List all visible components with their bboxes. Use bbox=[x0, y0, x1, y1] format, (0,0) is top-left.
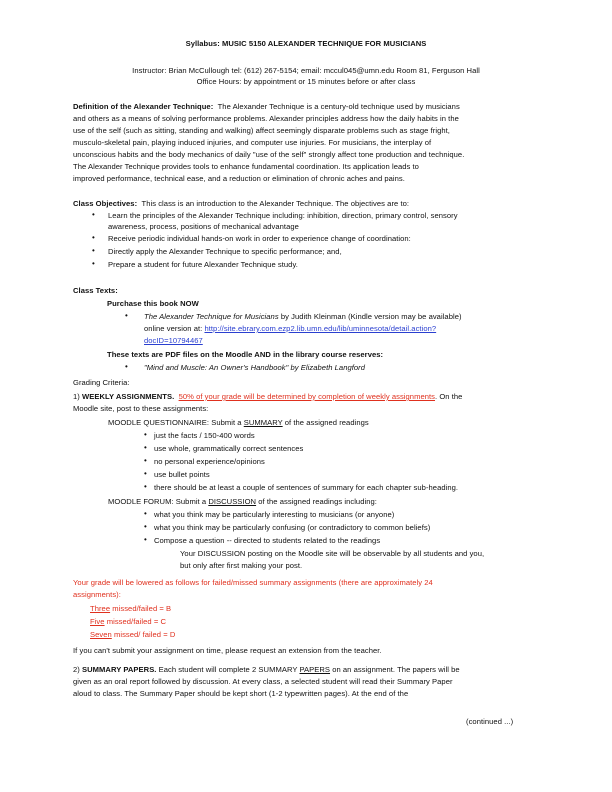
penalty-item: Five missed/failed = C bbox=[90, 617, 167, 626]
summary-item: no personal experience/opinions bbox=[154, 457, 265, 466]
definition-line-6: The Alexander Technique provides tools to enhance fundamental coordination. Its application leads to bbox=[73, 162, 419, 171]
online-version-link-cont[interactable]: docID=10794467 bbox=[144, 336, 203, 345]
pdf-line: These texts are PDF files on the Moodle AND in the library course reserves: bbox=[107, 350, 384, 359]
grading-heading: Grading Criteria: bbox=[73, 378, 130, 387]
forum-line: MOODLE FORUM: Submit a DISCUSSION of the assigned readings including: bbox=[108, 497, 377, 506]
penalty-item: Seven missed/ failed = D bbox=[90, 630, 176, 639]
objective-item-cont: awareness, process, positions of mechanical advantage bbox=[108, 222, 299, 231]
objectives-heading: Class Objectives: bbox=[73, 199, 138, 208]
weekly-line-1: 1) WEEKLY ASSIGNMENTS. 50% of your grade will be determined by completion of weekly assignments. On the bbox=[73, 392, 463, 401]
weekly-line-2: Moodle site, post to these assignments: bbox=[73, 404, 209, 413]
bullet-icon: • bbox=[92, 210, 95, 219]
lowered-line-1: Your grade will be lowered as follows for failed/missed summary assignments (there are approximately 24 bbox=[73, 578, 433, 587]
texts-heading: Class Texts: bbox=[73, 286, 118, 295]
online-line: online version at: http://site.ebrary.com.ezp2.lib.umn.edu/lib/uminnesota/detail.action? bbox=[144, 324, 437, 333]
bullet-icon: • bbox=[92, 246, 95, 255]
forum-item: what you think may be particularly interesting to musicians (or anyone) bbox=[154, 510, 395, 519]
forum-note-2: but only after first making your post. bbox=[180, 561, 303, 570]
definition-line-2: and others as a means of solving performance problems. Alexander principles address how the daily habits in the bbox=[73, 114, 459, 123]
summary-item: there should be at least a couple of sentences of summary for each chapter sub-heading. bbox=[154, 483, 459, 492]
summary-item: just the facts / 150-400 words bbox=[154, 431, 255, 440]
definition-line-4: musculo-skeletal pain, playing induced injuries, and computer use injuries. For musicians, the interplay of bbox=[73, 138, 432, 147]
continued-note: (continued ...) bbox=[466, 717, 514, 726]
bullet-icon: • bbox=[92, 233, 95, 242]
lowered-line-2: assignments): bbox=[73, 590, 121, 599]
bullet-icon: • bbox=[92, 259, 95, 268]
forum-note-1: Your DISCUSSION posting on the Moodle site will be observable by all students and you, bbox=[180, 549, 485, 558]
objective-item: Learn the principles of the Alexander Technique including: inhibition, direction, primary control, sensory bbox=[108, 211, 458, 220]
objective-item: Prepare a student for future Alexander Technique study. bbox=[108, 260, 298, 269]
penalty-item: Three missed/failed = B bbox=[90, 604, 172, 613]
questionnaire-line: MOODLE QUESTIONNAIRE: Submit a SUMMARY of the assigned readings bbox=[108, 418, 369, 427]
definition-line-5: unconscious habits and the body mechanics of daily "use of the self" strongly affect tone production and technique. bbox=[73, 150, 465, 159]
definition-line-3: use of the self (such as sitting, standing and walking) affect seemingly disparate problems such as stage fright, bbox=[73, 126, 450, 135]
pdf-book: "Mind and Muscle: An Owner's Handbook" by Elizabeth Langford bbox=[144, 363, 366, 372]
bullet-icon: • bbox=[144, 522, 147, 531]
summary-item: use whole, grammatically correct sentences bbox=[154, 444, 304, 453]
bullet-icon: • bbox=[144, 430, 147, 439]
instructor-line: Instructor: Brian McCullough tel: (612) 267-5154; email: mccul045@umn.edu Room 81, Ferguson Hall bbox=[132, 66, 480, 75]
objectives-intro: Class Objectives: This class is an introduction to the Alexander Technique. The objectives are to: bbox=[73, 199, 410, 208]
papers-line-3: aloud to class. The Summary Paper should be kept short (1-2 typewritten pages). At the end of the bbox=[73, 689, 409, 698]
objective-item: Directly apply the Alexander Technique to specific performance; and, bbox=[108, 247, 342, 256]
bullet-icon: • bbox=[144, 443, 147, 452]
definition-heading: Definition of the Alexander Technique: bbox=[73, 102, 214, 111]
online-line-2 bbox=[144, 336, 203, 345]
bullet-icon: • bbox=[125, 311, 128, 320]
forum-item: Compose a question -- directed to students related to the readings bbox=[154, 536, 381, 545]
summary-item: use bullet points bbox=[154, 470, 210, 479]
book-line: The Alexander Technique for Musicians by Judith Kleinman (Kindle version may be available) bbox=[144, 312, 462, 321]
bullet-icon: • bbox=[144, 456, 147, 465]
definition-line-1: Definition of the Alexander Technique: The Alexander Technique is a century-old technique used by musicians bbox=[73, 102, 460, 111]
forum-item: what you think may be particularly confusing (or contradictory to common beliefs) bbox=[154, 523, 431, 532]
book-title: The Alexander Technique for Musicians bbox=[144, 312, 279, 321]
page-title: Syllabus: MUSIC 5150 ALEXANDER TECHNIQUE FOR MUSICIANS bbox=[185, 39, 427, 48]
objective-item: Receive periodic individual hands-on work in order to experience change of coordination: bbox=[108, 234, 411, 243]
purchase-line: Purchase this book NOW bbox=[107, 299, 199, 308]
bullet-icon: • bbox=[144, 509, 147, 518]
papers-line-1: 2) SUMMARY PAPERS. Each student will complete 2 SUMMARY PAPERS on an assignment. The papers will be bbox=[73, 665, 460, 674]
definition-line-7: improved performance, technical ease, and a reduction or elimination of chronic aches and pains. bbox=[73, 174, 405, 183]
office-hours: Office Hours: by appointment or 15 minutes before or after class bbox=[196, 77, 416, 86]
bullet-icon: • bbox=[144, 482, 147, 491]
papers-line-2: given as an oral report followed by discussion. At every class, a selected student will read their Summary Paper bbox=[73, 677, 453, 686]
bullet-icon: • bbox=[144, 535, 147, 544]
extension-line: If you can't submit your assignment on time, please request an extension from the teacher. bbox=[73, 646, 382, 655]
bullet-icon: • bbox=[125, 362, 128, 371]
online-version-link[interactable]: http://site.ebrary.com.ezp2.lib.umn.edu/lib/uminnesota/detail.action? bbox=[204, 324, 437, 333]
bullet-icon: • bbox=[144, 469, 147, 478]
